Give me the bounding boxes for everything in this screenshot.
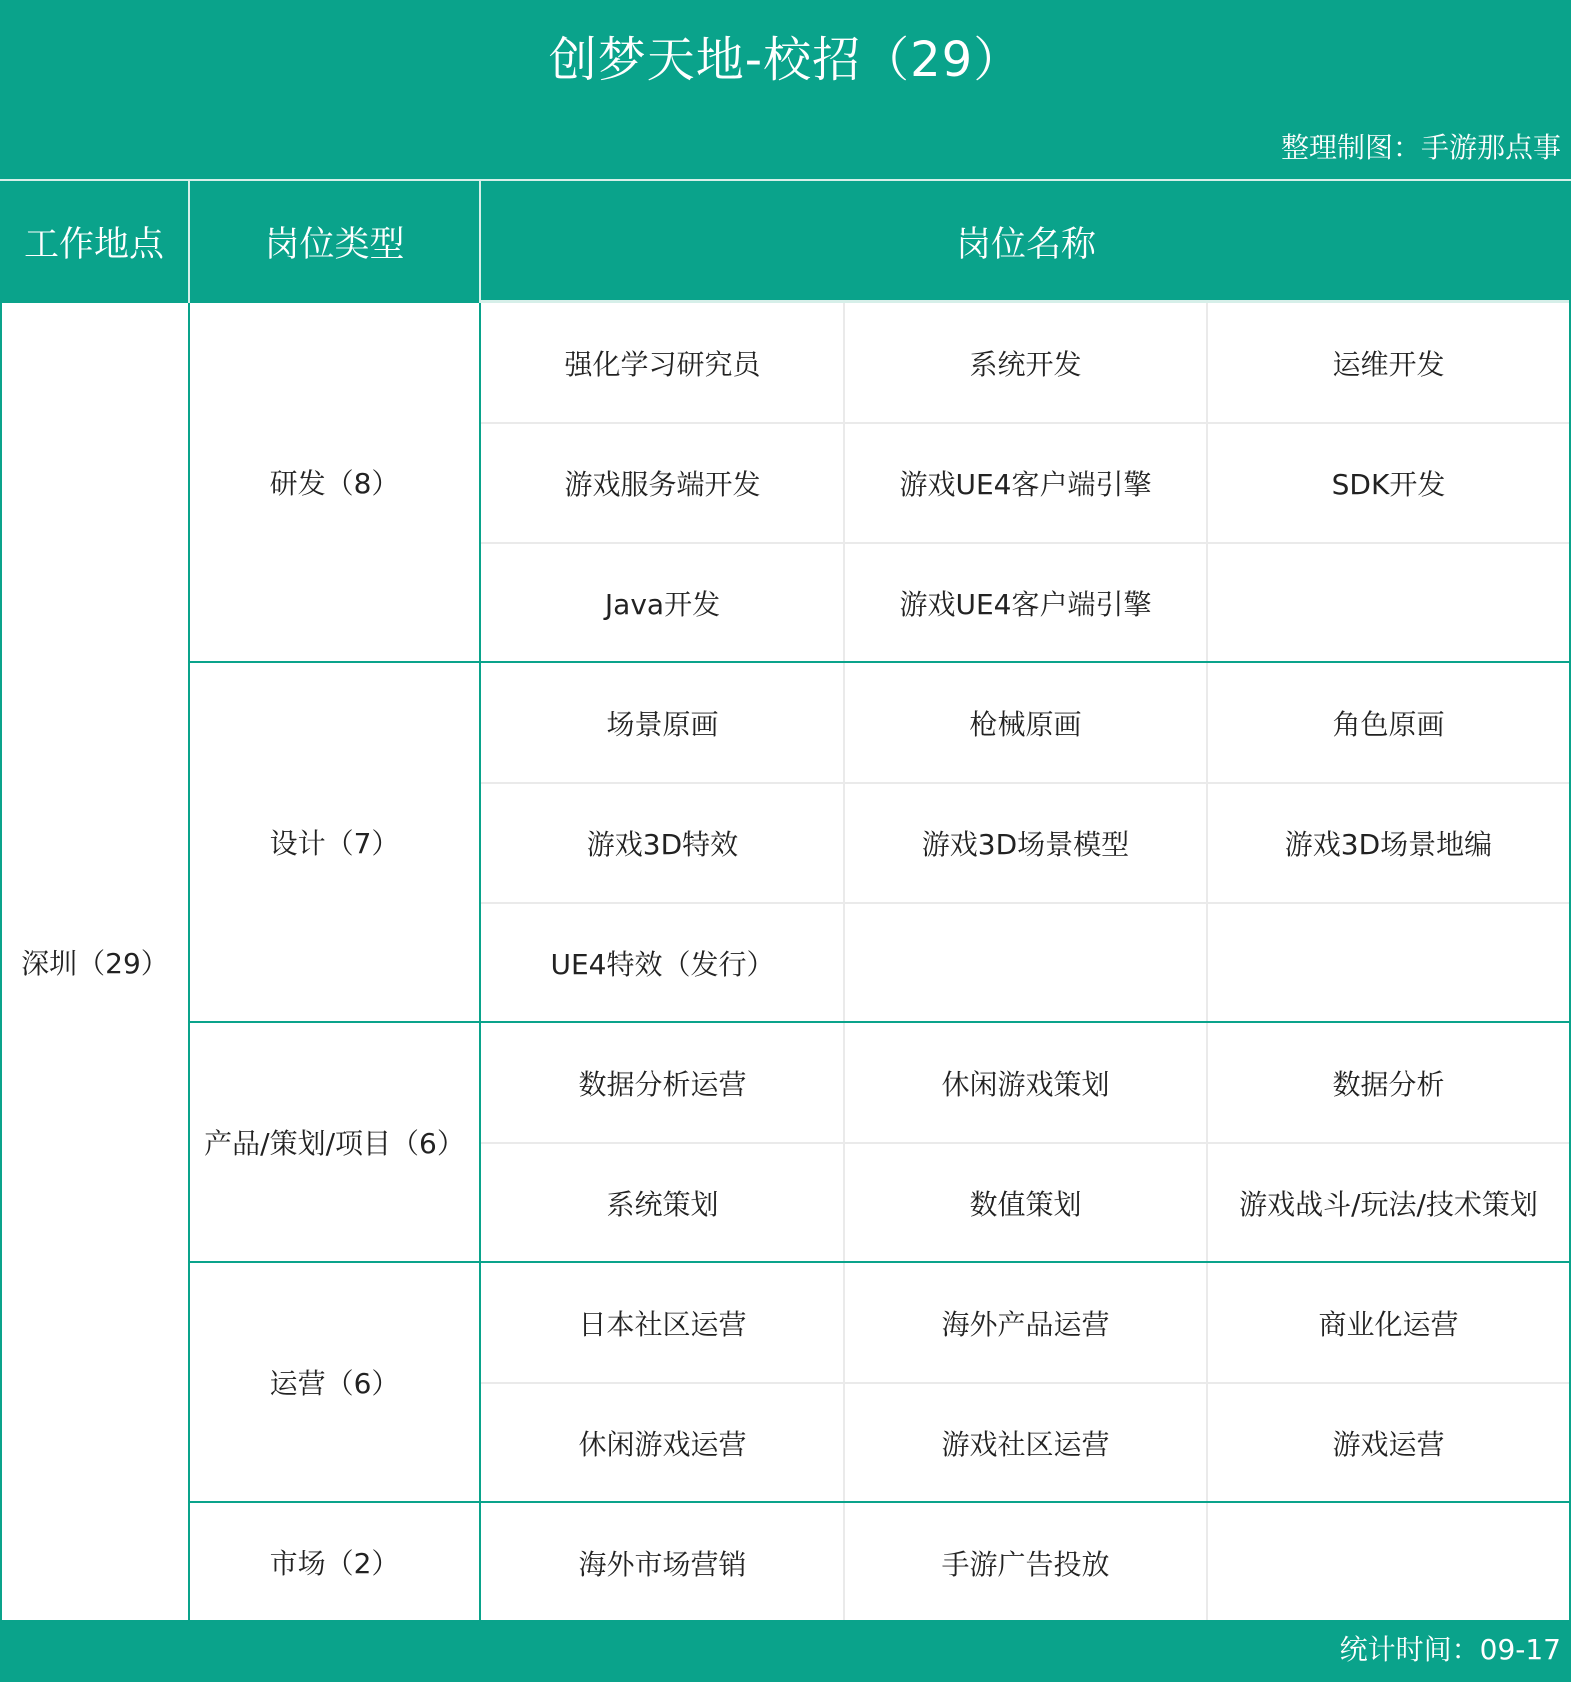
- job-name-cell: 海外市场营销: [578, 1548, 747, 1581]
- job-type-cell: 产品/策划/项目（6）: [190, 1023, 481, 1263]
- header-location: 工作地点: [0, 181, 190, 303]
- job-name-cell: 数据分析运营: [578, 1068, 747, 1101]
- job-name-cell: 枪械原画: [969, 708, 1082, 741]
- job-name-cell: 手游广告投放: [941, 1548, 1110, 1581]
- job-name-cell: 商业化运营: [1318, 1308, 1459, 1341]
- job-name-cell: 游戏3D场景模型: [921, 828, 1130, 861]
- job-name-cell: 角色原画: [1332, 708, 1445, 741]
- job-name-cell: 游戏运营: [1332, 1428, 1445, 1461]
- credit-label: 整理制图：手游那点事: [1280, 131, 1561, 164]
- job-name-cell: [1207, 903, 1570, 1023]
- job-name-cell: Java开发: [604, 588, 721, 621]
- location-cell: 深圳（29）: [0, 303, 190, 1620]
- job-name-cell: 游戏服务端开发: [564, 468, 761, 501]
- job-name-cell: 游戏3D场景地编: [1284, 828, 1493, 861]
- job-name-cell: [844, 903, 1207, 1023]
- job-name-cell: 强化学习研究员: [564, 348, 761, 381]
- job-name-cell: 游戏战斗/玩法/技术策划: [1239, 1188, 1538, 1221]
- job-name-cell: 场景原画: [606, 708, 719, 741]
- job-name-cell: [1207, 1503, 1570, 1623]
- header-name: 岗位名称: [481, 181, 1571, 303]
- job-name-cell: 数据分析: [1332, 1068, 1445, 1101]
- job-name-cell: 休闲游戏策划: [941, 1068, 1110, 1101]
- footer-bar: [0, 1620, 1571, 1682]
- job-name-cell: 游戏3D特效: [586, 828, 739, 861]
- job-type-cell: 研发（8）: [190, 303, 481, 663]
- title-bar: [0, 0, 1571, 181]
- job-type-cell: 设计（7）: [190, 663, 481, 1023]
- job-name-cell: 休闲游戏运营: [578, 1428, 747, 1461]
- job-name-cell: [1207, 543, 1570, 663]
- job-name-cell: 游戏社区运营: [941, 1428, 1110, 1461]
- job-name-cell: SDK开发: [1331, 468, 1446, 501]
- job-type-cell: 市场（2）: [190, 1503, 481, 1623]
- job-name-cell: UE4特效（发行）: [550, 948, 775, 981]
- page-title: 创梦天地-校招（29）: [548, 32, 1023, 88]
- job-name-cell: 日本社区运营: [578, 1308, 747, 1341]
- job-name-cell: 系统策划: [606, 1188, 719, 1221]
- job-name-cell: 游戏UE4客户端引擎: [899, 468, 1152, 501]
- job-name-cell: 游戏UE4客户端引擎: [899, 588, 1152, 621]
- stat-time-label: 统计时间：09-17: [1339, 1633, 1561, 1666]
- job-name-cell: 运维开发: [1332, 348, 1445, 381]
- header-type: 岗位类型: [190, 181, 481, 303]
- job-type-cell: 运营（6）: [190, 1263, 481, 1503]
- job-name-cell: 数值策划: [969, 1188, 1082, 1221]
- job-name-cell: 海外产品运营: [941, 1308, 1110, 1341]
- job-name-cell: 系统开发: [969, 348, 1082, 381]
